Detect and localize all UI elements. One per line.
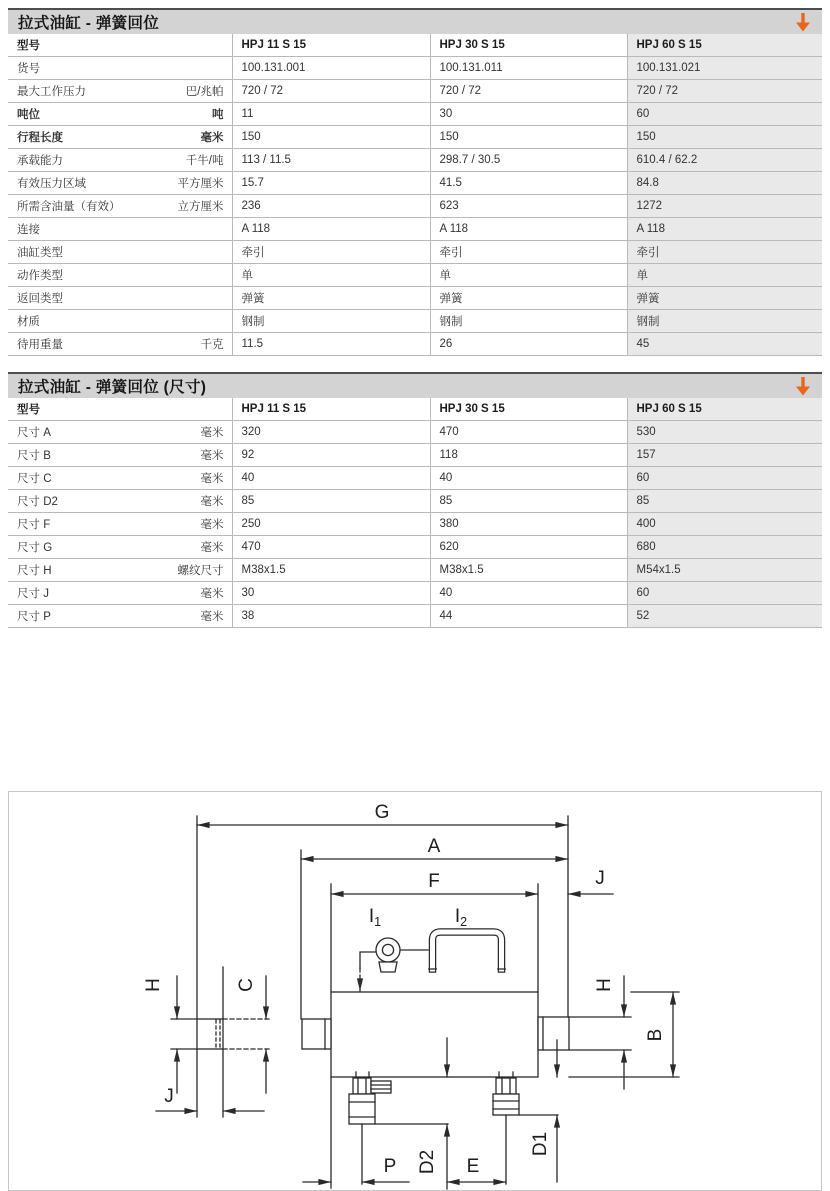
value-cell: 牵引 — [430, 241, 627, 264]
header-row — [8, 398, 822, 421]
value-cell: 44 — [430, 605, 627, 628]
dim-label-g: G — [374, 802, 390, 823]
dim-label-d1: D1 — [530, 1131, 551, 1157]
header-col2: HPJ 30 S 15 — [430, 34, 627, 57]
table-row — [8, 172, 822, 195]
table-row — [8, 149, 822, 172]
value-cell: 40 — [430, 582, 627, 605]
row-label-cell: 最大工作压力 巴/兆帕 — [8, 80, 232, 103]
value-cell: 623 — [430, 195, 627, 218]
value-cell: 150 — [430, 126, 627, 149]
value-cell: A 118 — [232, 218, 430, 241]
header-row — [8, 34, 822, 57]
value-cell: M54x1.5 — [627, 559, 822, 582]
header-col3: HPJ 60 S 15 — [627, 34, 822, 57]
dim-label-j-bottom: J — [164, 1086, 174, 1107]
row-label-cell: 动作类型 — [8, 264, 232, 287]
value-cell: 118 — [430, 444, 627, 467]
table-row — [8, 103, 822, 126]
value-cell: 470 — [430, 421, 627, 444]
value-cell: 470 — [232, 536, 430, 559]
value-cell: 610.4 / 62.2 — [627, 149, 822, 172]
dim-label-p: P — [383, 1156, 397, 1177]
value-cell: A 118 — [627, 218, 822, 241]
dim-label-i2: $I_2$ — [454, 906, 468, 929]
row-label-cell: 行程长度 毫米 — [8, 126, 232, 149]
row-label-cell: 吨位 吨 — [8, 103, 232, 126]
value-cell: 113 / 11.5 — [232, 149, 430, 172]
value-cell: 单 — [627, 264, 822, 287]
value-cell: 1272 — [627, 195, 822, 218]
table-row — [8, 467, 822, 490]
header-model: 型号 — [8, 34, 232, 57]
row-label-cell: 尺寸 P 毫米 — [8, 605, 232, 628]
value-cell: 40 — [232, 467, 430, 490]
row-label-cell: 油缸类型 — [8, 241, 232, 264]
value-cell: 530 — [627, 421, 822, 444]
value-cell: 11.5 — [232, 333, 430, 356]
row-label-cell: 尺寸 D2 毫米 — [8, 490, 232, 513]
value-cell: 400 — [627, 513, 822, 536]
dim-label-h-left: H — [143, 978, 164, 992]
value-cell: A 118 — [430, 218, 627, 241]
value-cell: 单 — [232, 264, 430, 287]
value-cell: 45 — [627, 333, 822, 356]
value-cell: 720 / 72 — [627, 80, 822, 103]
value-cell: 52 — [627, 605, 822, 628]
section-dimensions — [8, 372, 822, 628]
row-label-cell: 货号 — [8, 57, 232, 80]
value-cell: 牵引 — [232, 241, 430, 264]
dim-label-h-right: H — [594, 978, 615, 992]
dim-label-a: A — [427, 836, 441, 857]
value-cell: 26 — [430, 333, 627, 356]
row-label-cell: 尺寸 G 毫米 — [8, 536, 232, 559]
table-row — [8, 195, 822, 218]
value-cell: 100.131.021 — [627, 57, 822, 80]
row-label-cell: 尺寸 J 毫米 — [8, 582, 232, 605]
table-row — [8, 333, 822, 356]
value-cell: 85 — [232, 490, 430, 513]
section-title: 拉式油缸 - 弹簧回位 — [18, 15, 160, 32]
row-label-cell: 尺寸 B 毫米 — [8, 444, 232, 467]
value-cell: 40 — [430, 467, 627, 490]
value-cell: 60 — [627, 467, 822, 490]
value-cell: 157 — [627, 444, 822, 467]
value-cell: 钢制 — [627, 310, 822, 333]
row-label-cell: 待用重量 千克 — [8, 333, 232, 356]
value-cell: 钢制 — [430, 310, 627, 333]
value-cell: 钢制 — [232, 310, 430, 333]
value-cell: 380 — [430, 513, 627, 536]
value-cell: 150 — [627, 126, 822, 149]
value-cell: 60 — [627, 103, 822, 126]
row-label-cell: 返回类型 — [8, 287, 232, 310]
table-row — [8, 582, 822, 605]
value-cell: 92 — [232, 444, 430, 467]
row-label-cell: 尺寸 C 毫米 — [8, 467, 232, 490]
table-row — [8, 444, 822, 467]
header-col2: HPJ 30 S 15 — [430, 398, 627, 421]
value-cell: M38x1.5 — [232, 559, 430, 582]
value-cell: 720 / 72 — [232, 80, 430, 103]
header-col1: HPJ 11 S 15 — [232, 34, 430, 57]
value-cell: 236 — [232, 195, 430, 218]
value-cell: M38x1.5 — [430, 559, 627, 582]
row-label-cell: 材质 — [8, 310, 232, 333]
table-row — [8, 218, 822, 241]
value-cell: 牵引 — [627, 241, 822, 264]
value-cell: 298.7 / 30.5 — [430, 149, 627, 172]
row-label-cell: 尺寸 F 毫米 — [8, 513, 232, 536]
value-cell: 弹簧 — [232, 287, 430, 310]
section-header-bar — [8, 8, 822, 34]
value-cell: 620 — [430, 536, 627, 559]
row-label-cell: 承载能力 千牛/吨 — [8, 149, 232, 172]
value-cell: 85 — [430, 490, 627, 513]
section-title: 拉式油缸 - 弹簧回位 (尺寸) — [18, 379, 207, 396]
row-label-cell: 所需含油量（有效） 立方厘米 — [8, 195, 232, 218]
value-cell: 720 / 72 — [430, 80, 627, 103]
value-cell: 38 — [232, 605, 430, 628]
value-cell: 41.5 — [430, 172, 627, 195]
table-row — [8, 310, 822, 333]
section-specs — [8, 8, 822, 356]
table-row — [8, 559, 822, 582]
value-cell: 弹簧 — [430, 287, 627, 310]
table-row — [8, 513, 822, 536]
dim-label-e: E — [466, 1156, 480, 1177]
row-label-cell: 尺寸 A 毫米 — [8, 421, 232, 444]
cylinder-dimension-drawing — [9, 792, 821, 1190]
table-row — [8, 126, 822, 149]
value-cell: 150 — [232, 126, 430, 149]
section-header-bar — [8, 372, 822, 398]
value-cell: 100.131.011 — [430, 57, 627, 80]
download-arrow-icon[interactable] — [794, 12, 812, 32]
table-row — [8, 264, 822, 287]
value-cell: 单 — [430, 264, 627, 287]
dim-label-i1: $I_1$ — [368, 906, 382, 929]
technical-drawing-panel — [8, 791, 822, 1191]
value-cell: 11 — [232, 103, 430, 126]
dim-label-f: F — [428, 871, 440, 892]
value-cell: 30 — [430, 103, 627, 126]
value-cell: 250 — [232, 513, 430, 536]
value-cell: 60 — [627, 582, 822, 605]
value-cell: 320 — [232, 421, 430, 444]
table-row — [8, 605, 822, 628]
value-cell: 85 — [627, 490, 822, 513]
header-col3: HPJ 60 S 15 — [627, 398, 822, 421]
row-label-cell: 有效压力区域 平方厘米 — [8, 172, 232, 195]
table-row — [8, 57, 822, 80]
value-cell: 弹簧 — [627, 287, 822, 310]
value-cell: 100.131.001 — [232, 57, 430, 80]
value-cell: 15.7 — [232, 172, 430, 195]
download-arrow-icon[interactable] — [794, 376, 812, 396]
table-row — [8, 490, 822, 513]
header-model: 型号 — [8, 398, 232, 421]
dim-label-b: B — [645, 1028, 666, 1042]
value-cell: 680 — [627, 536, 822, 559]
table-row — [8, 536, 822, 559]
value-cell: 30 — [232, 582, 430, 605]
table-row — [8, 287, 822, 310]
dimension-table — [8, 398, 822, 628]
row-label-cell: 尺寸 H 螺纹尺寸 — [8, 559, 232, 582]
dim-label-c: C — [236, 978, 257, 992]
header-col1: HPJ 11 S 15 — [232, 398, 430, 421]
spec-table — [8, 34, 822, 356]
table-row — [8, 241, 822, 264]
value-cell: 84.8 — [627, 172, 822, 195]
dim-label-j-top: J — [595, 868, 605, 889]
table-row — [8, 421, 822, 444]
row-label-cell: 连接 — [8, 218, 232, 241]
table-row — [8, 80, 822, 103]
dim-label-d2: D2 — [417, 1149, 438, 1175]
